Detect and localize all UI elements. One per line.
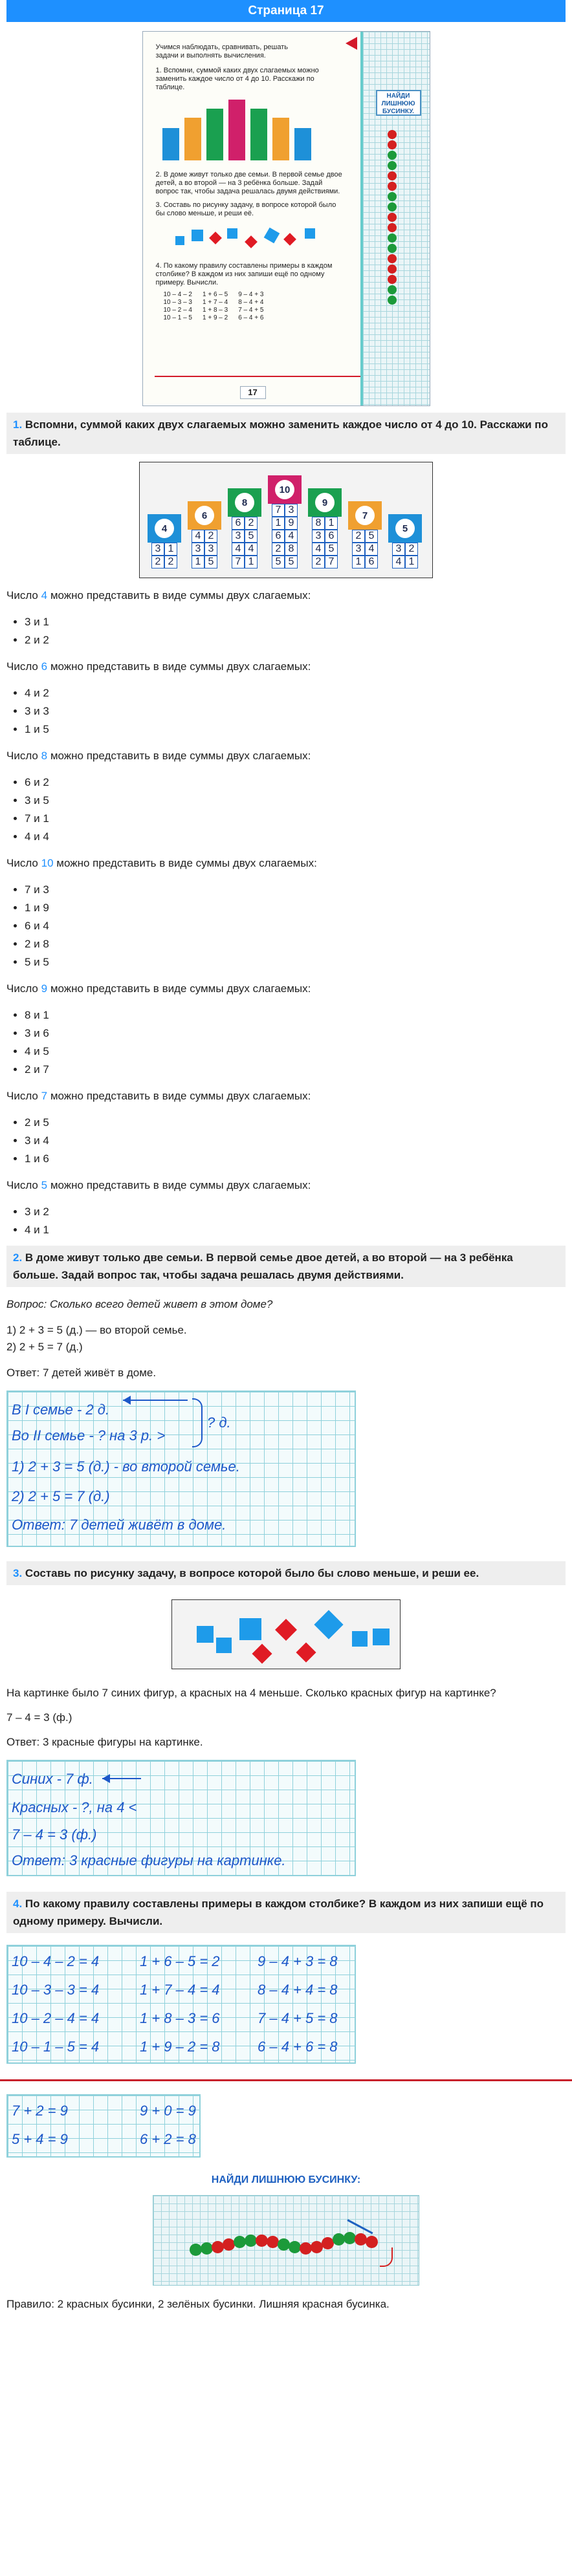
book-task-3: 3. Составь по рисунку задачу, в вопросе которой было бы слово меньше, и реши её. [155,201,336,217]
list-item: • 1 и 6 [25,1150,572,1168]
number-cell: 4 [312,543,325,556]
number-cell: 4 [392,556,405,568]
task-1-number: 1. [13,418,23,431]
number-row [272,517,298,530]
task-4-column-3 [254,1947,338,2061]
sum-number: 9 [41,982,48,995]
task-3-number: 3. [13,1567,23,1579]
sum-list [0,1006,572,1079]
list-item: • 2 и 2 [25,631,572,649]
number-cell: 5 [204,556,217,568]
task-2-number: 2. [13,1251,23,1264]
number-cell: 8 [312,517,325,530]
sum-number: 8 [41,750,48,762]
task-4-extra-column-2 [136,2097,196,2154]
beads-title: НАЙДИ ЛИШНЮЮ БУСИНКУ: [211,2174,361,2185]
blue-square [197,1626,214,1643]
number-column-label: 7 [355,506,375,525]
task-3-solution: 7 – 4 = 3 (ф.) [6,1711,72,1724]
number-cell: 2 [151,556,164,568]
example: 1 + 9 – 2 = 8 [140,2039,220,2055]
red-diamond [275,1619,297,1641]
red-diamond [296,1642,316,1662]
sum-number: 6 [41,660,48,673]
task-2-hw-brace-label: ? д. [207,1414,231,1431]
example: 10 – 4 – 2 = 4 [12,1953,100,1969]
red-bead [212,2241,224,2253]
red-bead [366,2236,378,2248]
blue-square [239,1618,261,1640]
number-column [388,514,422,568]
number-row [312,556,338,568]
list-item: • 4 и 4 [25,828,572,846]
number-column-cap [388,514,422,543]
number-column-cap [148,514,181,543]
number-cell: 2 [352,530,365,543]
number-row [272,504,298,517]
task-2-hw-line-5: Ответ: 7 детей живёт в доме. [12,1517,226,1533]
book-task-2: 2. В доме живут только две семьи. В первой семье двое детей, а во второй — на 3 ребёнка больше. Задай вопрос так, чтобы задача решалась двумя действиями. [155,171,342,195]
number-cell: 7 [272,504,285,517]
example: 6 + 2 = 8 [140,2131,196,2147]
task-4-column-1 [8,1947,99,2061]
list-item: • 4 и 5 [25,1043,572,1061]
number-row [151,543,177,556]
list-item: • 4 и 1 [25,1221,572,1239]
number-cell: 5 [285,556,298,568]
list-item: • 2 и 5 [25,1114,572,1132]
number-row [352,556,378,568]
number-table-image [139,462,433,578]
list-item: • 5 и 5 [25,953,572,971]
number-row [192,556,217,568]
task-3-problem: На картинке было 7 синих фигур, а красных на 4 меньше. Сколько красных фигур на картинке? [6,1687,496,1699]
sum-number: 7 [41,1090,48,1102]
sums-list [0,589,572,1239]
green-bead [201,2242,213,2255]
book-shapes [156,223,351,262]
number-cell: 4 [192,530,204,543]
number-column [228,488,261,568]
number-column-label: 6 [195,506,214,525]
list-item: • 1 и 9 [25,899,572,917]
task-2-answer: Ответ: 7 детей живёт в доме. [6,1367,157,1379]
sum-caption: Число 9 можно представить в виде суммы двух слагаемых: [6,982,311,995]
number-column [268,475,302,568]
task-4-column-2 [136,1947,220,2061]
list-item: • 6 и 2 [25,774,572,792]
number-cell: 1 [405,556,418,568]
task-4-extra-column-1 [8,2097,68,2154]
sum-caption: Число 8 можно представить в виде суммы двух слагаемых: [6,750,311,762]
number-cell: 2 [405,543,418,556]
number-cell: 4 [285,530,298,543]
sum-caption: Число 10 можно представить в виде суммы двух слагаемых: [6,857,317,869]
number-row [352,530,378,543]
number-column [308,488,342,568]
list-item: • 3 и 3 [25,702,572,720]
book-task-4: 4. По какому правилу составлены примеры в каждом столбике? В каждом из них запиши ещё по одному примеру. Вычисли. [155,262,333,287]
textbook-page-image [142,31,430,406]
task-3-hw-line-3: 7 – 4 = 3 (ф.) [12,1826,97,1843]
task-3-hw-arrowhead-icon [102,1774,110,1783]
textbook-left-column [143,32,362,406]
number-cell: 6 [232,517,245,530]
number-cell: 9 [285,517,298,530]
number-cell: 3 [285,504,298,517]
number-column [348,501,382,568]
task-3-answer: Ответ: 3 красные фигуры на картинке. [6,1736,203,1748]
sum-caption: Число 5 можно представить в виде суммы двух слагаемых: [6,1179,311,1191]
task-2-text: В доме живут только две семьи. В первой семье двое детей, а во второй — на 3 ребёнка больше. Задай вопрос так, чтобы задача решалась двумя действиями. [13,1251,513,1281]
number-row [312,517,338,530]
number-cell: 3 [312,530,325,543]
blue-square [352,1631,368,1647]
number-cell: 2 [272,543,285,556]
sum-caption: Число 7 можно представить в виде суммы двух слагаемых: [6,1090,311,1102]
list-item: • 2 и 7 [25,1061,572,1079]
beads-image [153,2195,419,2286]
number-row [151,556,177,568]
task-4-number: 4. [13,1898,23,1910]
list-item: • 3 и 4 [25,1132,572,1150]
task-2-hw-brace [192,1398,203,1447]
beads-rule: Правило: 2 красных бусинки, 2 зелёных бусинки. Лишняя красная бусинка. [6,2298,390,2310]
number-column-cap [348,501,382,530]
task-2-notebook [6,1391,356,1547]
number-cell: 5 [325,543,338,556]
number-cell: 3 [232,530,245,543]
number-row [232,543,258,556]
list-item: • 7 и 1 [25,810,572,828]
task-3-hw-line-1: Синих - 7 ф. [12,1771,93,1787]
number-row [312,543,338,556]
number-column-label: 5 [395,519,415,538]
number-cell: 2 [245,517,258,530]
number-row [192,530,217,543]
number-column-label: 8 [235,493,254,512]
blue-square [373,1629,390,1645]
example: 1 + 6 – 5 = 2 [140,1953,220,1969]
example: 9 + 0 = 9 [140,2103,196,2119]
task-1-text: Вспомни, суммой каких двух слагаемых можно заменить каждое число от 4 до 10. Расскажи по таблице. [13,418,548,448]
book-intro: Учимся наблюдать, сравнивать, решать задачи и выполнять вычисления. [155,43,289,60]
number-cell: 3 [204,543,217,556]
number-cell: 5 [272,556,285,568]
task-2-heading [6,1246,566,1287]
list-item: • 4 и 2 [25,684,572,702]
number-cell: 2 [204,530,217,543]
task-4-heading [6,1892,566,1933]
list-item: • 7 и 3 [25,881,572,899]
book-bead-column [388,129,397,306]
sum-list [0,684,572,739]
list-item: • 3 и 2 [25,1203,572,1221]
green-bead [278,2238,290,2251]
blue-diamond [314,1610,343,1639]
sum-list [0,1114,572,1168]
example: 7 + 2 = 9 [12,2103,68,2119]
red-divider [0,2079,572,2081]
green-bead [234,2236,246,2248]
number-cell: 3 [151,543,164,556]
red-bead [223,2238,235,2251]
red-bead [300,2242,312,2255]
textbook-right-column [360,32,430,406]
task-2-steps [6,1322,566,1356]
number-row [272,530,298,543]
list-item: • 8 и 1 [25,1006,572,1024]
blue-square [216,1638,232,1653]
task-2-hw-line-4: 2) 2 + 5 = 7 (д.) [12,1488,110,1504]
number-row [232,530,258,543]
list-item: • 3 и 5 [25,792,572,810]
task-3-heading [6,1561,566,1585]
number-cell: 4 [232,543,245,556]
number-cell: 7 [325,556,338,568]
book-task-1: 1. Вспомни, суммой каких двух слагаемых можно заменить каждое число от 4 до 10. Расскажи по таблице. [155,67,319,91]
task-2-hw-line-2: Во II семье - ? на 3 р. > [12,1427,166,1444]
example: 7 – 4 + 5 = 8 [258,2010,338,2026]
red-bead [267,2236,279,2248]
number-column-cap [268,475,302,504]
number-column-cap [188,501,221,530]
number-row [232,517,258,530]
number-cell: 1 [272,517,285,530]
list-item: • 3 и 6 [25,1024,572,1043]
number-row [312,530,338,543]
sum-list [0,774,572,846]
example: 10 – 1 – 5 = 4 [12,2039,100,2055]
task-1-heading [6,413,566,454]
list-item: • 6 и 4 [25,917,572,935]
task-2-hw-line-3: 1) 2 + 3 = 5 (д.) - во второй семье. [12,1458,240,1475]
number-column-cap [308,488,342,517]
number-cell: 1 [192,556,204,568]
book-flag-icon [346,37,357,50]
sum-caption: Число 4 можно представить в виде суммы двух слагаемых: [6,589,311,601]
number-column [148,514,181,568]
red-bead [355,2233,367,2246]
number-cell: 6 [272,530,285,543]
number-cell: 7 [232,556,245,568]
sum-number: 5 [41,1179,48,1191]
task-4-notebook [6,1945,356,2064]
number-cell: 1 [245,556,258,568]
sum-caption: Число 6 можно представить в виде суммы двух слагаемых: [6,660,311,673]
page-header: Страница 17 [6,0,566,22]
example: 8 – 4 + 4 = 8 [258,1982,338,1998]
green-bead [190,2244,202,2256]
task-2-hw-arrow [123,1400,188,1401]
example: 10 – 2 – 4 = 4 [12,2010,100,2026]
number-cell: 2 [164,556,177,568]
number-cell: 2 [312,556,325,568]
book-tab-label: НАЙДИ ЛИШНЮЮ БУСИНКУ. [376,90,421,116]
red-diamond [252,1643,272,1663]
example: 1 + 7 – 4 = 4 [140,1982,220,1998]
task-3-text: Составь по рисунку задачу, в вопросе которой было бы слово меньше, и реши ее. [25,1567,479,1579]
number-cell: 1 [352,556,365,568]
number-cell: 1 [325,517,338,530]
number-row [272,543,298,556]
number-cell: 8 [285,543,298,556]
number-column-cap [228,488,261,517]
number-column-label: 9 [315,493,335,512]
task-2-hw-arrowhead-icon [123,1396,131,1405]
number-cell: 4 [245,543,258,556]
example: 9 – 4 + 3 = 8 [258,1953,338,1969]
number-cell: 3 [352,543,365,556]
list-item: • 2 и 8 [25,935,572,953]
number-cell: 3 [392,543,405,556]
number-row [192,543,217,556]
sum-number: 10 [41,857,54,869]
task-2-question: Вопрос: Сколько всего детей живет в этом доме? [6,1298,273,1310]
number-column [188,501,221,568]
example: 6 – 4 + 6 = 8 [258,2039,338,2055]
number-row [392,543,418,556]
number-cell: 3 [192,543,204,556]
number-row [352,543,378,556]
task-4-extra-notebook [6,2094,201,2158]
number-cell: 6 [325,530,338,543]
book-page-number: 17 [240,386,266,399]
string-end [380,2247,393,2267]
task-3-shapes-image [171,1599,401,1669]
task-3-notebook [6,1760,356,1876]
number-cell: 6 [365,556,378,568]
list-item: • 3 и 1 [25,613,572,631]
number-cell: 5 [245,530,258,543]
task-3-hw-line-4: Ответ: 3 красные фигуры на картинке. [12,1852,286,1868]
number-row [232,556,258,568]
sum-list [0,1203,572,1239]
number-column-label: 10 [275,480,294,499]
sum-list [0,881,572,971]
number-column-label: 4 [155,519,174,538]
task-2-step-2: 2) 2 + 5 = 7 (д.) [6,1341,83,1353]
task-2-hw-line-1: В I семье - 2 д. [12,1402,110,1418]
example: 1 + 8 – 3 = 6 [140,2010,220,2026]
example: 5 + 4 = 9 [12,2131,68,2147]
book-task-4-columns: 10 – 4 – 2 10 – 3 – 3 10 – 2 – 4 10 – 1 – 5 1 + 6 – 5 1 + 7 – 4 1 + 8 – 3 1 + 9 – 2 9 – 4 + 3 8 – 4 + 4 7 – 4 + 5 6 – 4 + 6 [163,291,264,321]
number-cell: 5 [365,530,378,543]
example: 10 – 3 – 3 = 4 [12,1982,100,1998]
number-cell: 4 [365,543,378,556]
sum-list [0,613,572,649]
green-bead [333,2233,345,2246]
number-cell: 1 [164,543,177,556]
sum-number: 4 [41,589,48,601]
task-2-step-1: 1) 2 + 3 = 5 (д.) — во второй семье. [6,1324,187,1336]
list-item: • 1 и 5 [25,720,572,739]
number-row [272,556,298,568]
number-row [392,556,418,568]
task-3-hw-line-2: Красных - ?, на 4 < [12,1799,137,1815]
book-mini-table [156,96,351,167]
task-4-text: По какому правилу составлены примеры в каждом столбике? В каждом из них запиши ещё по одному примеру. Вычисли. [13,1898,544,1927]
